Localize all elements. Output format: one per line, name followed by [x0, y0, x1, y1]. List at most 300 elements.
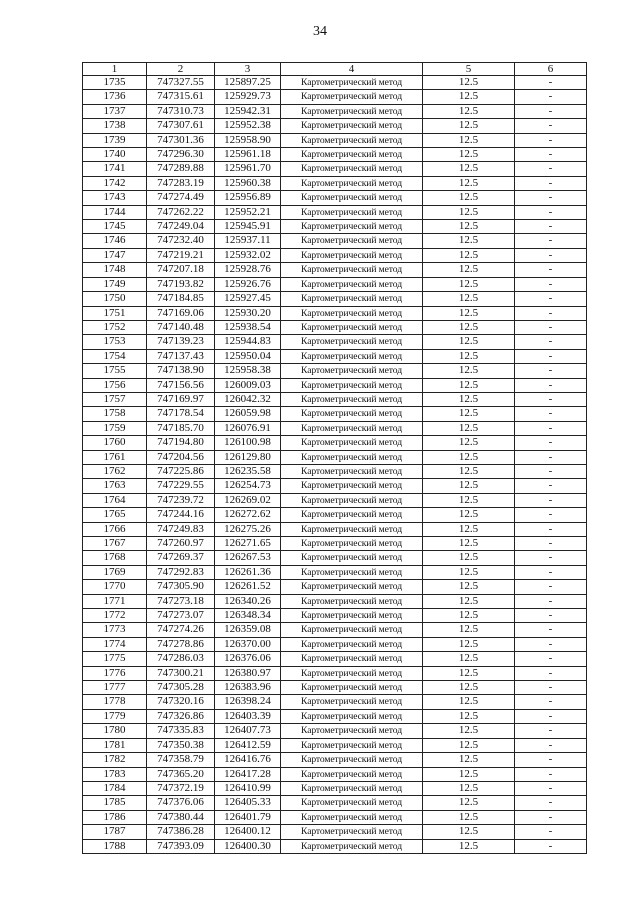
note-cell: - [515, 76, 587, 90]
table-row [83, 681, 587, 695]
method-cell: Картометрический метод [281, 407, 423, 421]
note-cell: - [515, 220, 587, 234]
x-coordinate-cell: 747283.19 [147, 176, 215, 190]
point-number-cell: 1737 [83, 104, 147, 118]
x-coordinate-cell: 747372.19 [147, 781, 215, 795]
accuracy-cell: 12.5 [423, 76, 515, 90]
point-number-cell: 1786 [83, 810, 147, 824]
table-row [83, 335, 587, 349]
method-cell: Картометрический метод [281, 176, 423, 190]
x-coordinate-cell: 747292.83 [147, 565, 215, 579]
accuracy-cell: 12.5 [423, 666, 515, 680]
x-coordinate-cell: 747219.21 [147, 248, 215, 262]
note-cell: - [515, 781, 587, 795]
accuracy-cell: 12.5 [423, 767, 515, 781]
accuracy-cell: 12.5 [423, 565, 515, 579]
y-coordinate-cell: 125960.38 [215, 176, 281, 190]
x-coordinate-cell: 747310.73 [147, 104, 215, 118]
accuracy-cell: 12.5 [423, 551, 515, 565]
x-coordinate-cell: 747320.16 [147, 695, 215, 709]
point-number-cell: 1762 [83, 464, 147, 478]
table-row [83, 436, 587, 450]
method-cell: Картометрический метод [281, 464, 423, 478]
x-coordinate-cell: 747204.56 [147, 450, 215, 464]
y-coordinate-cell: 125956.89 [215, 191, 281, 205]
accuracy-cell: 12.5 [423, 364, 515, 378]
y-coordinate-cell: 125937.11 [215, 234, 281, 248]
note-cell: - [515, 522, 587, 536]
note-cell: - [515, 695, 587, 709]
table-row [83, 464, 587, 478]
table-row [83, 364, 587, 378]
method-cell: Картометрический метод [281, 580, 423, 594]
note-cell: - [515, 277, 587, 291]
y-coordinate-cell: 125930.20 [215, 306, 281, 320]
note-cell: - [515, 724, 587, 738]
table-row [83, 450, 587, 464]
accuracy-cell: 12.5 [423, 436, 515, 450]
method-cell: Картометрический метод [281, 479, 423, 493]
note-cell: - [515, 580, 587, 594]
x-coordinate-cell: 747274.26 [147, 623, 215, 637]
point-number-cell: 1755 [83, 364, 147, 378]
y-coordinate-cell: 126380.97 [215, 666, 281, 680]
y-coordinate-cell: 126376.06 [215, 652, 281, 666]
accuracy-cell: 12.5 [423, 421, 515, 435]
accuracy-cell: 12.5 [423, 205, 515, 219]
accuracy-cell: 12.5 [423, 133, 515, 147]
x-coordinate-cell: 747358.79 [147, 753, 215, 767]
y-coordinate-cell: 126009.03 [215, 378, 281, 392]
method-cell: Картометрический метод [281, 681, 423, 695]
method-cell: Картометрический метод [281, 623, 423, 637]
note-cell: - [515, 565, 587, 579]
note-cell: - [515, 364, 587, 378]
y-coordinate-cell: 126042.32 [215, 392, 281, 406]
accuracy-cell: 12.5 [423, 220, 515, 234]
y-coordinate-cell: 126059.98 [215, 407, 281, 421]
point-number-cell: 1766 [83, 522, 147, 536]
note-cell: - [515, 335, 587, 349]
table-row [83, 652, 587, 666]
header-col-3: 3 [215, 63, 281, 76]
point-number-cell: 1749 [83, 277, 147, 291]
note-cell: - [515, 133, 587, 147]
x-coordinate-cell: 747278.86 [147, 637, 215, 651]
table-row [83, 767, 587, 781]
note-cell: - [515, 479, 587, 493]
y-coordinate-cell: 126269.02 [215, 493, 281, 507]
x-coordinate-cell: 747327.55 [147, 76, 215, 90]
table-row [83, 753, 587, 767]
table-row [83, 810, 587, 824]
accuracy-cell: 12.5 [423, 522, 515, 536]
point-number-cell: 1774 [83, 637, 147, 651]
point-number-cell: 1754 [83, 349, 147, 363]
x-coordinate-cell: 747169.06 [147, 306, 215, 320]
y-coordinate-cell: 125932.02 [215, 248, 281, 262]
note-cell: - [515, 90, 587, 104]
point-number-cell: 1765 [83, 508, 147, 522]
accuracy-cell: 12.5 [423, 609, 515, 623]
point-number-cell: 1768 [83, 551, 147, 565]
y-coordinate-cell: 126275.26 [215, 522, 281, 536]
x-coordinate-cell: 747296.30 [147, 148, 215, 162]
method-cell: Картометрический метод [281, 277, 423, 291]
accuracy-cell: 12.5 [423, 234, 515, 248]
note-cell: - [515, 493, 587, 507]
method-cell: Картометрический метод [281, 205, 423, 219]
x-coordinate-cell: 747229.55 [147, 479, 215, 493]
table-row [83, 148, 587, 162]
x-coordinate-cell: 747305.28 [147, 681, 215, 695]
accuracy-cell: 12.5 [423, 349, 515, 363]
point-number-cell: 1780 [83, 724, 147, 738]
note-cell: - [515, 436, 587, 450]
method-cell: Картометрический метод [281, 493, 423, 507]
method-cell: Картометрический метод [281, 119, 423, 133]
point-number-cell: 1757 [83, 392, 147, 406]
x-coordinate-cell: 747207.18 [147, 263, 215, 277]
table-row [83, 637, 587, 651]
x-coordinate-cell: 747249.04 [147, 220, 215, 234]
note-cell: - [515, 825, 587, 839]
accuracy-cell: 12.5 [423, 292, 515, 306]
point-number-cell: 1767 [83, 537, 147, 551]
method-cell: Картометрический метод [281, 652, 423, 666]
table-row [83, 277, 587, 291]
method-cell: Картометрический метод [281, 724, 423, 738]
note-cell: - [515, 263, 587, 277]
method-cell: Картометрический метод [281, 220, 423, 234]
table-row [83, 825, 587, 839]
y-coordinate-cell: 125927.45 [215, 292, 281, 306]
x-coordinate-cell: 747156.56 [147, 378, 215, 392]
accuracy-cell: 12.5 [423, 825, 515, 839]
table-row [83, 133, 587, 147]
table-row [83, 537, 587, 551]
method-cell: Картометрический метод [281, 522, 423, 536]
note-cell: - [515, 450, 587, 464]
point-number-cell: 1777 [83, 681, 147, 695]
accuracy-cell: 12.5 [423, 709, 515, 723]
table-row [83, 320, 587, 334]
y-coordinate-cell: 125952.38 [215, 119, 281, 133]
table-row [83, 378, 587, 392]
table-row [83, 292, 587, 306]
accuracy-cell: 12.5 [423, 162, 515, 176]
y-coordinate-cell: 126370.00 [215, 637, 281, 651]
table-row [83, 781, 587, 795]
method-cell: Картометрический метод [281, 148, 423, 162]
accuracy-cell: 12.5 [423, 479, 515, 493]
note-cell: - [515, 508, 587, 522]
accuracy-cell: 12.5 [423, 537, 515, 551]
table-row [83, 738, 587, 752]
coordinates-table [82, 62, 587, 854]
y-coordinate-cell: 126403.39 [215, 709, 281, 723]
y-coordinate-cell: 125926.76 [215, 277, 281, 291]
point-number-cell: 1750 [83, 292, 147, 306]
y-coordinate-cell: 126407.73 [215, 724, 281, 738]
y-coordinate-cell: 125929.73 [215, 90, 281, 104]
note-cell: - [515, 306, 587, 320]
point-number-cell: 1742 [83, 176, 147, 190]
method-cell: Картометрический метод [281, 320, 423, 334]
y-coordinate-cell: 126383.96 [215, 681, 281, 695]
y-coordinate-cell: 126272.62 [215, 508, 281, 522]
x-coordinate-cell: 747249.83 [147, 522, 215, 536]
point-number-cell: 1740 [83, 148, 147, 162]
method-cell: Картометрический метод [281, 364, 423, 378]
point-number-cell: 1764 [83, 493, 147, 507]
method-cell: Картометрический метод [281, 436, 423, 450]
table-row [83, 176, 587, 190]
x-coordinate-cell: 747140.48 [147, 320, 215, 334]
x-coordinate-cell: 747380.44 [147, 810, 215, 824]
method-cell: Картометрический метод [281, 90, 423, 104]
point-number-cell: 1735 [83, 76, 147, 90]
x-coordinate-cell: 747300.21 [147, 666, 215, 680]
table-row [83, 695, 587, 709]
point-number-cell: 1783 [83, 767, 147, 781]
table-row [83, 306, 587, 320]
y-coordinate-cell: 126416.76 [215, 753, 281, 767]
note-cell: - [515, 248, 587, 262]
point-number-cell: 1745 [83, 220, 147, 234]
x-coordinate-cell: 747184.85 [147, 292, 215, 306]
table-row [83, 551, 587, 565]
y-coordinate-cell: 126348.34 [215, 609, 281, 623]
y-coordinate-cell: 126235.58 [215, 464, 281, 478]
note-cell: - [515, 378, 587, 392]
point-number-cell: 1748 [83, 263, 147, 277]
accuracy-cell: 12.5 [423, 263, 515, 277]
accuracy-cell: 12.5 [423, 277, 515, 291]
accuracy-cell: 12.5 [423, 392, 515, 406]
table-row [83, 493, 587, 507]
table-row [83, 392, 587, 406]
method-cell: Картометрический метод [281, 263, 423, 277]
method-cell: Картометрический метод [281, 76, 423, 90]
table-row [83, 349, 587, 363]
method-cell: Картометрический метод [281, 133, 423, 147]
x-coordinate-cell: 747273.07 [147, 609, 215, 623]
note-cell: - [515, 148, 587, 162]
x-coordinate-cell: 747260.97 [147, 537, 215, 551]
method-cell: Картометрический метод [281, 378, 423, 392]
x-coordinate-cell: 747315.61 [147, 90, 215, 104]
accuracy-cell: 12.5 [423, 839, 515, 853]
table-row [83, 248, 587, 262]
x-coordinate-cell: 747376.06 [147, 796, 215, 810]
accuracy-cell: 12.5 [423, 508, 515, 522]
point-number-cell: 1773 [83, 623, 147, 637]
x-coordinate-cell: 747286.03 [147, 652, 215, 666]
x-coordinate-cell: 747326.86 [147, 709, 215, 723]
accuracy-cell: 12.5 [423, 796, 515, 810]
method-cell: Картометрический метод [281, 450, 423, 464]
note-cell: - [515, 537, 587, 551]
method-cell: Картометрический метод [281, 666, 423, 680]
accuracy-cell: 12.5 [423, 119, 515, 133]
y-coordinate-cell: 126267.53 [215, 551, 281, 565]
y-coordinate-cell: 125958.38 [215, 364, 281, 378]
accuracy-cell: 12.5 [423, 781, 515, 795]
method-cell: Картометрический метод [281, 292, 423, 306]
y-coordinate-cell: 125928.76 [215, 263, 281, 277]
method-cell: Картометрический метод [281, 796, 423, 810]
note-cell: - [515, 464, 587, 478]
point-number-cell: 1782 [83, 753, 147, 767]
x-coordinate-cell: 747232.40 [147, 234, 215, 248]
table-row [83, 666, 587, 680]
x-coordinate-cell: 747169.97 [147, 392, 215, 406]
y-coordinate-cell: 125938.54 [215, 320, 281, 334]
table-row [83, 522, 587, 536]
table-row [83, 104, 587, 118]
table-row [83, 565, 587, 579]
method-cell: Картометрический метод [281, 104, 423, 118]
y-coordinate-cell: 126417.28 [215, 767, 281, 781]
x-coordinate-cell: 747273.18 [147, 594, 215, 608]
accuracy-cell: 12.5 [423, 450, 515, 464]
point-number-cell: 1779 [83, 709, 147, 723]
x-coordinate-cell: 747138.90 [147, 364, 215, 378]
x-coordinate-cell: 747365.20 [147, 767, 215, 781]
y-coordinate-cell: 125942.31 [215, 104, 281, 118]
method-cell: Картометрический метод [281, 565, 423, 579]
note-cell: - [515, 738, 587, 752]
table-row [83, 508, 587, 522]
y-coordinate-cell: 125944.83 [215, 335, 281, 349]
point-number-cell: 1787 [83, 825, 147, 839]
accuracy-cell: 12.5 [423, 104, 515, 118]
method-cell: Картометрический метод [281, 551, 423, 565]
point-number-cell: 1769 [83, 565, 147, 579]
note-cell: - [515, 666, 587, 680]
point-number-cell: 1760 [83, 436, 147, 450]
note-cell: - [515, 609, 587, 623]
table-row [83, 724, 587, 738]
method-cell: Картометрический метод [281, 335, 423, 349]
method-cell: Картометрический метод [281, 537, 423, 551]
point-number-cell: 1770 [83, 580, 147, 594]
table-row [83, 205, 587, 219]
method-cell: Картометрический метод [281, 508, 423, 522]
table-row [83, 709, 587, 723]
note-cell: - [515, 551, 587, 565]
y-coordinate-cell: 126340.26 [215, 594, 281, 608]
point-number-cell: 1788 [83, 839, 147, 853]
note-cell: - [515, 753, 587, 767]
x-coordinate-cell: 747193.82 [147, 277, 215, 291]
note-cell: - [515, 104, 587, 118]
note-cell: - [515, 421, 587, 435]
note-cell: - [515, 234, 587, 248]
x-coordinate-cell: 747194.80 [147, 436, 215, 450]
y-coordinate-cell: 125950.04 [215, 349, 281, 363]
point-number-cell: 1784 [83, 781, 147, 795]
note-cell: - [515, 176, 587, 190]
accuracy-cell: 12.5 [423, 681, 515, 695]
y-coordinate-cell: 126261.52 [215, 580, 281, 594]
table-row [83, 76, 587, 90]
note-cell: - [515, 205, 587, 219]
method-cell: Картометрический метод [281, 695, 423, 709]
table-row [83, 580, 587, 594]
method-cell: Картометрический метод [281, 609, 423, 623]
point-number-cell: 1772 [83, 609, 147, 623]
point-number-cell: 1785 [83, 796, 147, 810]
accuracy-cell: 12.5 [423, 738, 515, 752]
x-coordinate-cell: 747289.88 [147, 162, 215, 176]
table-row [83, 407, 587, 421]
accuracy-cell: 12.5 [423, 335, 515, 349]
note-cell: - [515, 796, 587, 810]
note-cell: - [515, 392, 587, 406]
y-coordinate-cell: 126100.98 [215, 436, 281, 450]
y-coordinate-cell: 125958.90 [215, 133, 281, 147]
table-row [83, 220, 587, 234]
accuracy-cell: 12.5 [423, 637, 515, 651]
method-cell: Картометрический метод [281, 810, 423, 824]
method-cell: Картометрический метод [281, 781, 423, 795]
point-number-cell: 1747 [83, 248, 147, 262]
x-coordinate-cell: 747301.36 [147, 133, 215, 147]
y-coordinate-cell: 126401.79 [215, 810, 281, 824]
point-number-cell: 1743 [83, 191, 147, 205]
x-coordinate-cell: 747393.09 [147, 839, 215, 853]
note-cell: - [515, 119, 587, 133]
accuracy-cell: 12.5 [423, 176, 515, 190]
method-cell: Картометрический метод [281, 767, 423, 781]
point-number-cell: 1753 [83, 335, 147, 349]
table-row [83, 263, 587, 277]
accuracy-cell: 12.5 [423, 90, 515, 104]
note-cell: - [515, 681, 587, 695]
method-cell: Картометрический метод [281, 753, 423, 767]
y-coordinate-cell: 126400.30 [215, 839, 281, 853]
table-row [83, 90, 587, 104]
y-coordinate-cell: 125897.25 [215, 76, 281, 90]
x-coordinate-cell: 747350.38 [147, 738, 215, 752]
method-cell: Картометрический метод [281, 162, 423, 176]
table-row [83, 609, 587, 623]
accuracy-cell: 12.5 [423, 464, 515, 478]
note-cell: - [515, 637, 587, 651]
x-coordinate-cell: 747305.90 [147, 580, 215, 594]
y-coordinate-cell: 125945.91 [215, 220, 281, 234]
point-number-cell: 1746 [83, 234, 147, 248]
header-col-5: 5 [423, 63, 515, 76]
point-number-cell: 1771 [83, 594, 147, 608]
point-number-cell: 1736 [83, 90, 147, 104]
table-row [83, 839, 587, 853]
x-coordinate-cell: 747239.72 [147, 493, 215, 507]
y-coordinate-cell: 126400.12 [215, 825, 281, 839]
header-col-4: 4 [281, 63, 423, 76]
method-cell: Картометрический метод [281, 594, 423, 608]
method-cell: Картометрический метод [281, 191, 423, 205]
table-row [83, 234, 587, 248]
note-cell: - [515, 767, 587, 781]
point-number-cell: 1781 [83, 738, 147, 752]
note-cell: - [515, 349, 587, 363]
point-number-cell: 1741 [83, 162, 147, 176]
accuracy-cell: 12.5 [423, 191, 515, 205]
y-coordinate-cell: 126271.65 [215, 537, 281, 551]
